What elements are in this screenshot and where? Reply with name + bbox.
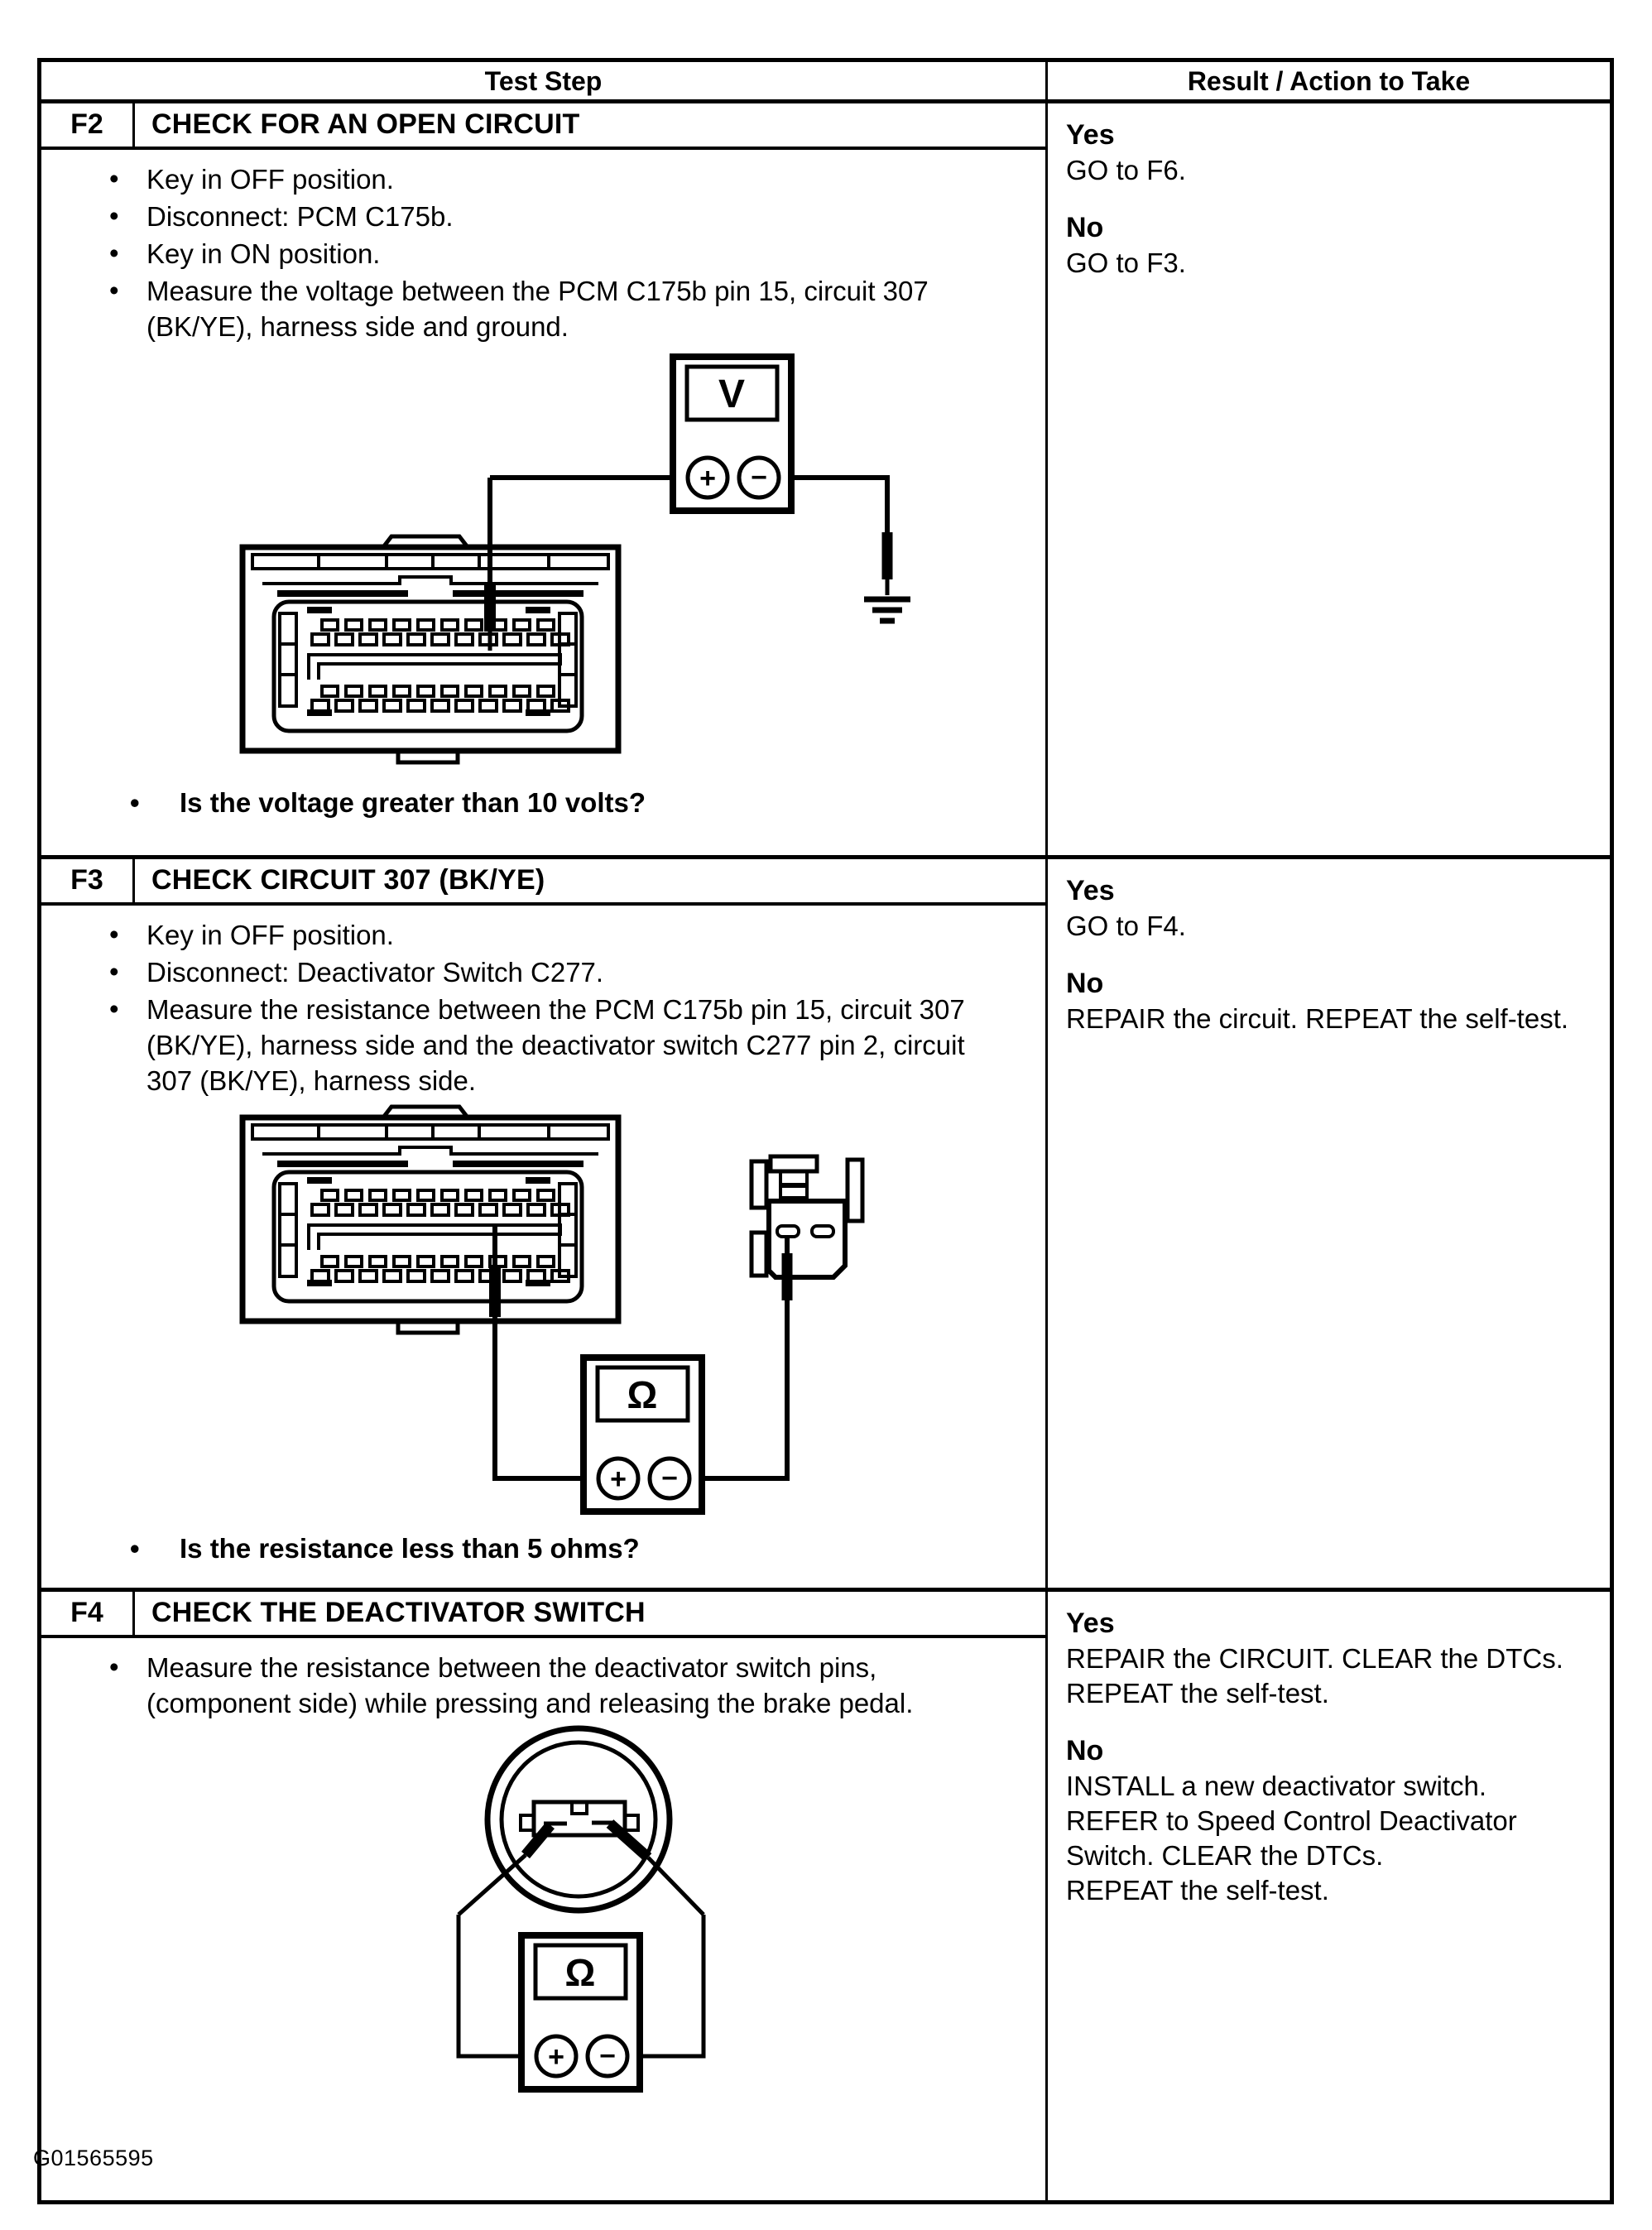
meter-label: V	[718, 372, 746, 416]
instruction-item: • Disconnect: Deactivator Switch C277.	[87, 954, 991, 990]
step-title: CHECK THE DEACTIVATOR SWITCH	[151, 1597, 646, 1628]
pcm-connector-icon	[243, 536, 618, 762]
voltage-test-figure	[87, 346, 1045, 781]
switch-test-figure	[87, 1723, 1045, 2165]
meter-label: Ω	[627, 1373, 658, 1416]
result-no-block	[1066, 965, 1602, 1036]
switch-test-diagram	[87, 1723, 1045, 2165]
result-no-block	[1066, 209, 1602, 281]
result-action: GO to F6.	[1066, 155, 1186, 185]
instruction-item: • Measure the resistance between the PCM C175b pin 15, circuit 307 (BK/YE), harness side and the deactivator switch C277 pin 2, circuit 307 (BK/YE), harness side.	[87, 992, 991, 1098]
result-answer: No	[1066, 1735, 1104, 1766]
result-action: REPAIR the circuit. REPEAT the self-test.	[1066, 1003, 1569, 1034]
step-title: CHECK CIRCUIT 307 (BK/YE)	[151, 864, 545, 896]
test-step-row-f3	[41, 855, 1610, 1588]
step-header-band	[41, 103, 1045, 150]
pinpoint-test-table	[37, 58, 1614, 2204]
result-answer: No	[1066, 968, 1104, 999]
result-yes-block	[1066, 872, 1602, 944]
test-lead-icon	[779, 478, 887, 532]
test-step-row-f2	[41, 99, 1610, 855]
test-step-row-f4	[41, 1588, 1610, 2200]
instruction-list	[87, 1650, 1045, 1721]
result-action: GO to F4.	[1066, 911, 1186, 941]
step-id: F3	[41, 859, 135, 902]
instruction-item: • Measure the voltage between the PCM C175b pin 15, circuit 307 (BK/YE), harness side and ground.	[87, 273, 991, 344]
plus-terminal-icon: +	[610, 1463, 627, 1495]
table-header-row	[41, 62, 1610, 99]
result-answer: No	[1066, 212, 1104, 243]
resistance-test-diagram	[87, 1100, 1045, 1526]
column-header-result-action: Result / Action to Take	[1045, 62, 1610, 99]
instruction-item: • Key in OFF position.	[87, 917, 991, 953]
step-header-band	[41, 859, 1045, 906]
result-action: REPEAT the self-test.	[1066, 1875, 1329, 1906]
ground-icon	[864, 599, 910, 621]
test-step-cell	[41, 859, 1045, 1588]
column-header-test-step: Test Step	[484, 66, 603, 96]
figure-id: G01565595	[33, 2146, 154, 2170]
step-id: F4	[41, 1592, 135, 1635]
instruction-item: • Disconnect: PCM C175b.	[87, 199, 991, 234]
test-question: • Is the resistance less than 5 ohms?	[130, 1533, 640, 1564]
test-step-cell	[41, 103, 1045, 855]
result-no-block	[1066, 1733, 1602, 1908]
plus-terminal-icon: +	[699, 463, 716, 494]
result-answer: Yes	[1066, 119, 1115, 151]
minus-terminal-icon: −	[661, 1463, 678, 1494]
test-question: • Is the voltage greater than 10 volts?	[130, 787, 646, 818]
step-id: F2	[41, 103, 135, 147]
minus-terminal-icon: −	[751, 462, 767, 493]
result-answer: Yes	[1066, 1608, 1115, 1639]
resistance-test-figure	[87, 1100, 1045, 1526]
minus-terminal-icon: −	[599, 2040, 616, 2072]
pcm-connector-icon	[243, 1107, 618, 1333]
instruction-list	[87, 161, 1045, 344]
test-step-cell	[41, 1592, 1045, 2200]
instruction-item: • Key in ON position.	[87, 236, 991, 272]
bullet-icon: •	[130, 787, 140, 818]
step-title: CHECK FOR AN OPEN CIRCUIT	[151, 108, 580, 140]
result-action: GO to F3.	[1066, 248, 1186, 278]
result-answer: Yes	[1066, 875, 1115, 906]
result-yes-block	[1066, 1605, 1602, 1711]
result-action: REFER to Speed Control Deactivator	[1066, 1805, 1517, 1836]
result-action-cell	[1045, 859, 1610, 1588]
instruction-item: • Measure the resistance between the deactivator switch pins, (component side) while pressing and releasing the brake pedal.	[87, 1650, 991, 1721]
c277-connector-icon	[752, 1156, 862, 1277]
test-lead-icon	[459, 1855, 704, 1915]
result-action: Switch. CLEAR the DTCs.	[1066, 1840, 1384, 1871]
voltage-test-diagram	[87, 346, 1045, 781]
step-header-band	[41, 1592, 1045, 1638]
result-yes-block	[1066, 117, 1602, 188]
plus-terminal-icon: +	[548, 2041, 564, 2073]
result-action: INSTALL a new deactivator switch.	[1066, 1771, 1487, 1801]
meter-label: Ω	[564, 1951, 596, 1994]
instruction-item: • Key in OFF position.	[87, 161, 991, 197]
result-action-cell	[1045, 1592, 1610, 2200]
result-action: REPAIR the CIRCUIT. CLEAR the DTCs.	[1066, 1643, 1563, 1674]
bullet-icon: •	[130, 1533, 140, 1564]
result-action-cell	[1045, 103, 1610, 855]
instruction-list	[87, 917, 1045, 1098]
result-action: REPEAT the self-test.	[1066, 1678, 1329, 1709]
